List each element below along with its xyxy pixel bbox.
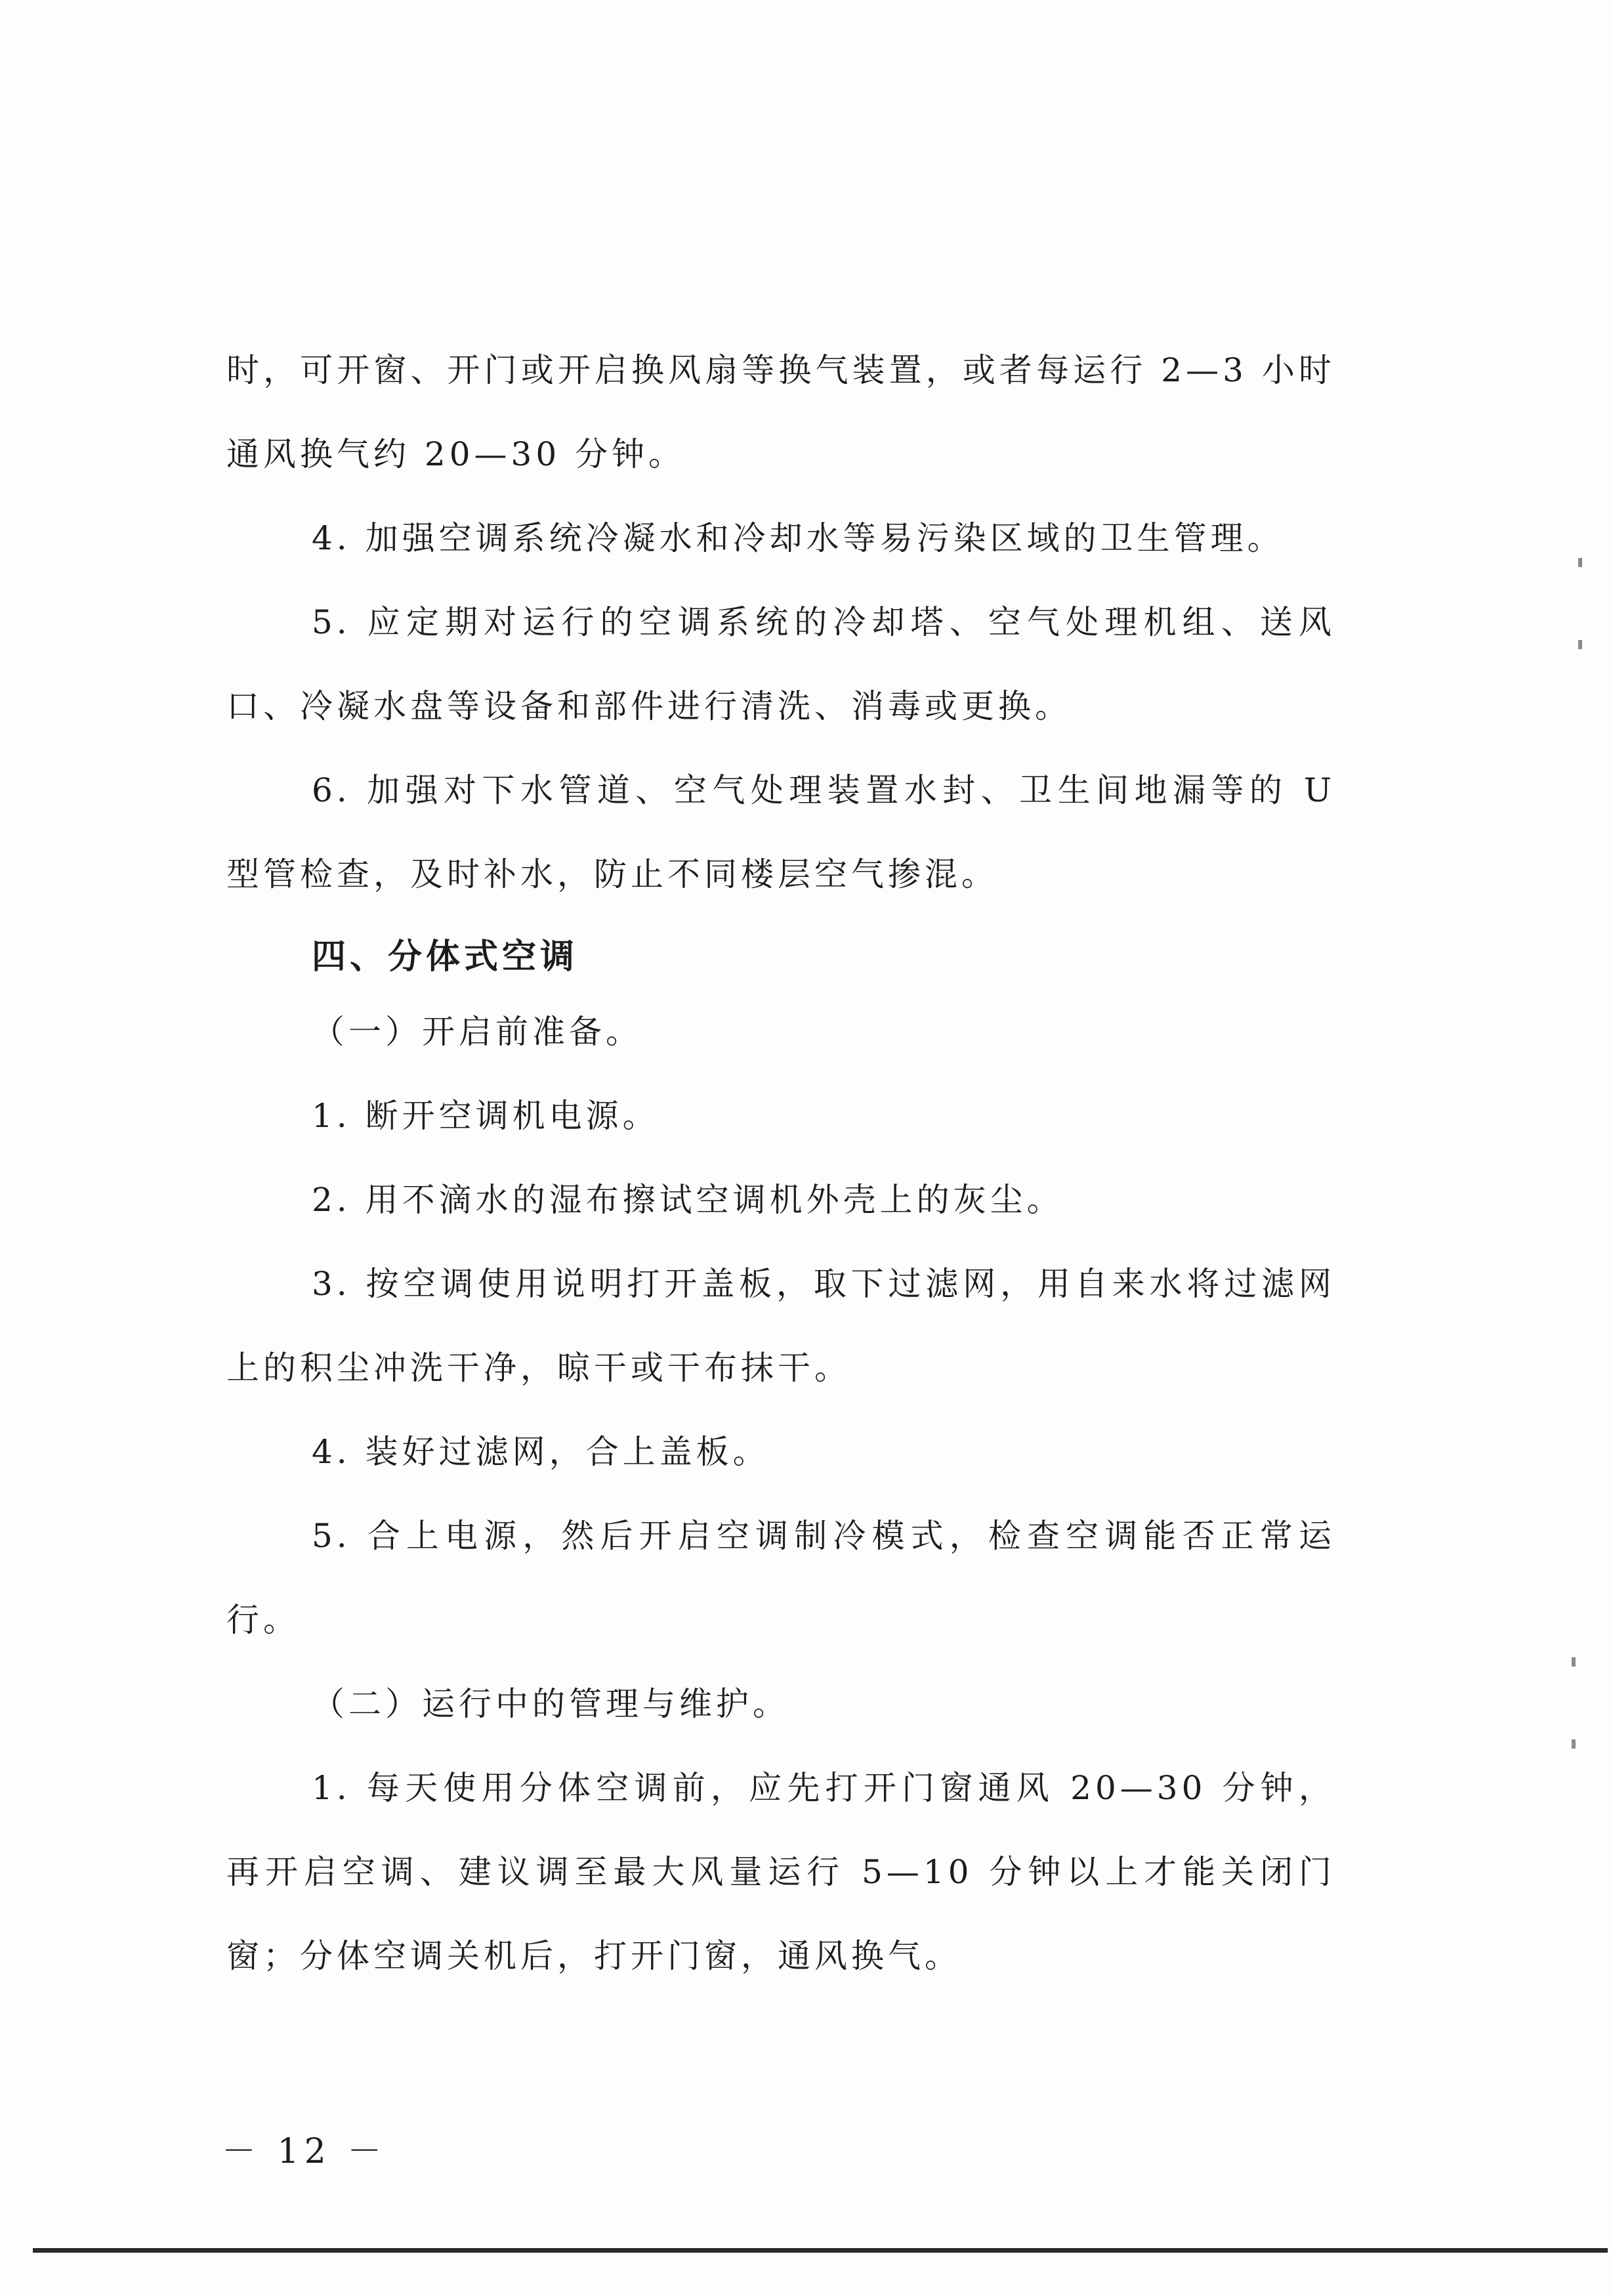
paragraph-item-6: 6. 加强对下水管道、空气处理装置水封、卫生间地漏等的 U 型管检查，及时补水，防止不同楼层空气掺混。: [226, 771, 1335, 893]
scan-speck: [1578, 640, 1582, 649]
paragraph-item-5: 5. 应定期对运行的空调系统的冷却塔、空气处理机组、送风口、冷凝水盘等设备和部件进行清洗、消毒或更换。: [226, 603, 1335, 725]
paragraph-item-4: 4. 加强空调系统冷凝水和冷却水等易污染区域的卫生管理。: [312, 519, 1284, 557]
prep-step-5: 5. 合上电源，然后开启空调制冷模式，检查空调能否正常运行。: [226, 1517, 1335, 1639]
scan-speck: [1578, 558, 1582, 567]
scan-speck: [1572, 1657, 1576, 1667]
operation-step-1: 1. 每天使用分体空调前，应先打开门窗通风 20—30 分钟，再开启空调、建议调至最大风量运行 5—10 分钟以上才能关闭门窗；分体空调关机后，打开门窗，通风换气。: [226, 1769, 1335, 1975]
section-heading: 四、分体式空调: [312, 937, 579, 977]
subheading-preparation: （一）开启前准备。: [312, 1013, 642, 1051]
scan-speck: [1572, 1739, 1576, 1749]
prep-step-2: 2. 用不滴水的湿布擦试空调机外壳上的灰尘。: [312, 1181, 1064, 1219]
bottom-rule: [33, 2248, 1608, 2253]
paragraph-ventilation-continued: 时，可开窗、开门或开启换风扇等换气装置，或者每运行 2—3 小时通风换气约 20—30 分钟。: [226, 351, 1335, 473]
prep-step-4: 4. 装好过滤网，合上盖板。: [312, 1433, 770, 1471]
prep-step-1: 1. 断开空调机电源。: [312, 1097, 659, 1135]
subheading-operation: （二）运行中的管理与维护。: [312, 1685, 789, 1723]
page-number: － 12 －: [222, 2132, 387, 2171]
prep-step-3: 3. 按空调使用说明打开盖板，取下过滤网，用自来水将过滤网上的积尘冲洗干净，晾干或干布抹干。: [226, 1265, 1335, 1387]
